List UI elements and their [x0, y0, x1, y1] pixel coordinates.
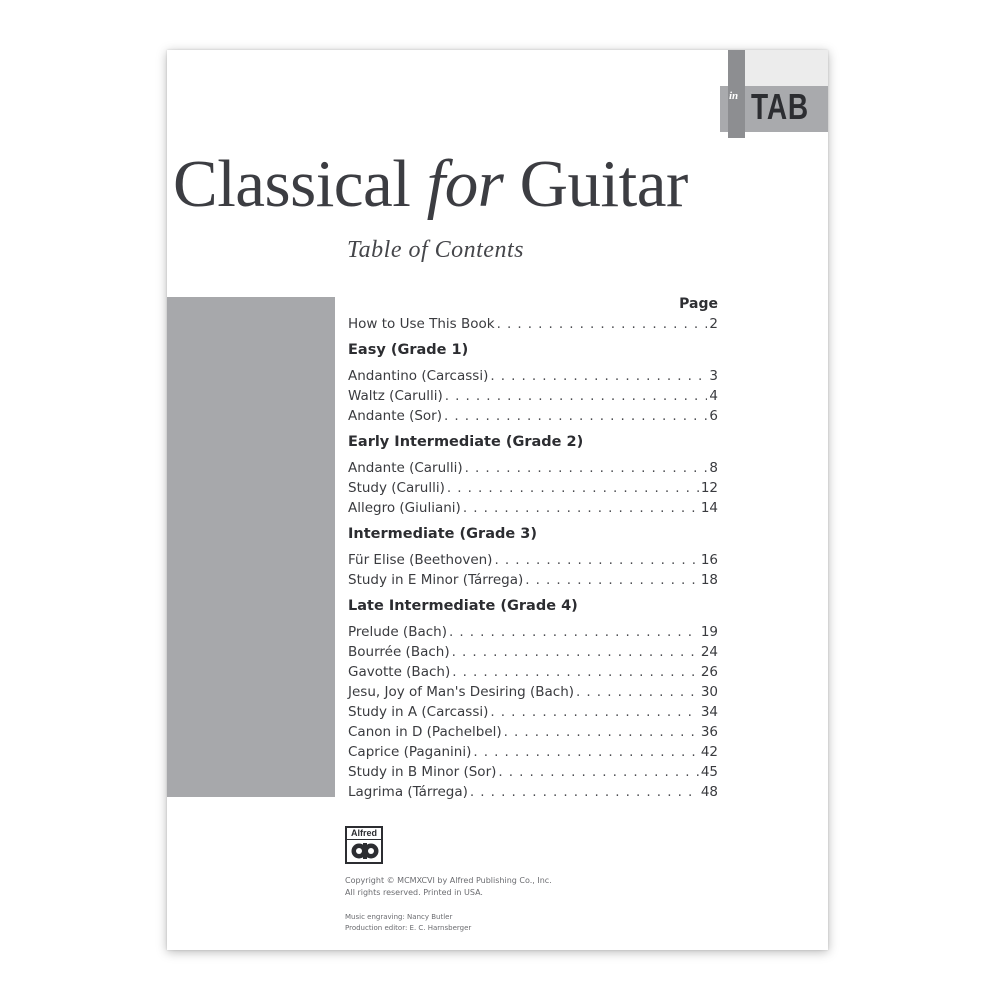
tab-badge-label: TAB	[751, 86, 809, 127]
leader-dots	[444, 406, 707, 426]
logo-mark-icon	[350, 841, 380, 861]
copyright-line: Copyright © MCMXCVI by Alfred Publishing Co., Inc.	[345, 876, 552, 885]
toc-subtitle: Table of Contents	[347, 237, 524, 263]
toc-entry-title: How to Use This Book	[348, 316, 495, 332]
leader-dots	[449, 622, 699, 642]
toc-entry	[348, 386, 718, 406]
toc-entry	[348, 742, 718, 762]
table-of-contents	[348, 294, 718, 802]
leader-dots	[494, 550, 698, 570]
toc-entry-page: 48	[700, 784, 718, 800]
toc-entry-page: 2	[709, 316, 718, 332]
toc-entry-page: 19	[700, 624, 718, 640]
toc-entry-page: 8	[709, 460, 718, 476]
toc-section-heading: Late Intermediate (Grade 4)	[348, 598, 578, 614]
toc-entry-title: Prelude (Bach)	[348, 624, 447, 640]
toc-entry	[348, 406, 718, 426]
toc-entry	[348, 550, 718, 570]
toc-entry-page: 14	[700, 500, 718, 516]
toc-entry	[348, 366, 718, 386]
engraving-credit: Music engraving: Nancy Butler	[345, 913, 453, 921]
tab-badge-highlight	[745, 50, 828, 86]
toc-entry-page: 36	[700, 724, 718, 740]
toc-entry-title: Waltz (Carulli)	[348, 388, 443, 404]
toc-entry-title: Jesu, Joy of Man's Desiring (Bach)	[348, 684, 575, 700]
toc-entry	[348, 498, 718, 518]
toc-section-heading: Easy (Grade 1)	[348, 342, 469, 358]
toc-entry-title: Gavotte (Bach)	[348, 664, 451, 680]
toc-entry-title: Study (Carulli)	[348, 480, 445, 496]
leader-dots	[497, 314, 708, 334]
leader-dots	[490, 366, 707, 386]
rights-line: All rights reserved. Printed in USA.	[345, 888, 483, 897]
toc-entry-title: Allegro (Giuliani)	[348, 500, 461, 516]
leader-dots	[452, 662, 699, 682]
logo-wordmark: Alfred	[347, 828, 381, 840]
toc-entry	[348, 662, 718, 682]
toc-entry-title: Canon in D (Pachelbel)	[348, 724, 502, 740]
toc-entry-page: 6	[709, 408, 718, 424]
toc-entry	[348, 702, 718, 722]
toc-entry-title: Für Elise (Beethoven)	[348, 552, 493, 568]
leader-dots	[525, 570, 699, 590]
book-title	[173, 146, 813, 223]
toc-entry	[348, 682, 718, 702]
toc-entry	[348, 314, 718, 334]
toc-section-heading: Intermediate (Grade 3)	[348, 526, 537, 542]
toc-entry-title: Lagrima (Tárrega)	[348, 784, 468, 800]
toc-entry-page: 3	[709, 368, 718, 384]
alfred-logo	[345, 826, 383, 864]
toc-entry-page: 16	[700, 552, 718, 568]
toc-entry-page: 12	[700, 480, 718, 496]
toc-entry	[348, 642, 718, 662]
document-page	[167, 50, 828, 950]
leader-dots	[470, 782, 699, 802]
toc-entry-title: Study in E Minor (Tárrega)	[348, 572, 524, 588]
leader-dots	[490, 702, 698, 722]
title-guitar: Guitar	[519, 147, 688, 221]
toc-entry-page: 24	[700, 644, 718, 660]
toc-entry-page: 42	[700, 744, 718, 760]
toc-entry-page: 30	[700, 684, 718, 700]
title-for: for	[426, 147, 504, 221]
toc-entry-page: 45	[700, 764, 718, 780]
leader-dots	[445, 386, 708, 406]
toc-entry-page: 26	[700, 664, 718, 680]
editor-credit: Production editor: E. C. Harnsberger	[345, 924, 472, 932]
toc-entry	[348, 478, 718, 498]
leader-dots	[504, 722, 699, 742]
toc-entry-title: Caprice (Paganini)	[348, 744, 472, 760]
toc-entry-page: 18	[700, 572, 718, 588]
leader-dots	[465, 458, 708, 478]
toc-entry-page: 34	[700, 704, 718, 720]
toc-entry-title: Bourrée (Bach)	[348, 644, 450, 660]
toc-entry	[348, 622, 718, 642]
toc-entry-title: Andantino (Carcassi)	[348, 368, 489, 384]
toc-entry-title: Study in A (Carcassi)	[348, 704, 489, 720]
leader-dots	[576, 682, 699, 702]
toc-entry	[348, 570, 718, 590]
toc-entry-title: Andante (Sor)	[348, 408, 442, 424]
leader-dots	[473, 742, 698, 762]
leader-dots	[498, 762, 698, 782]
toc-entry	[348, 762, 718, 782]
leader-dots	[452, 642, 699, 662]
toc-sections	[348, 340, 718, 802]
title-classical: Classical	[173, 147, 411, 221]
leader-dots	[463, 498, 699, 518]
leader-dots	[447, 478, 699, 498]
toc-entry-title: Study in B Minor (Sor)	[348, 764, 497, 780]
gray-side-block	[167, 297, 335, 797]
toc-entry-title: Andante (Carulli)	[348, 460, 463, 476]
toc-entry	[348, 722, 718, 742]
toc-entry	[348, 458, 718, 478]
toc-entry-page: 4	[709, 388, 718, 404]
toc-entry	[348, 782, 718, 802]
toc-section-heading: Early Intermediate (Grade 2)	[348, 434, 584, 450]
page-column-label: Page	[679, 296, 718, 312]
tab-badge-in: in	[729, 90, 739, 102]
